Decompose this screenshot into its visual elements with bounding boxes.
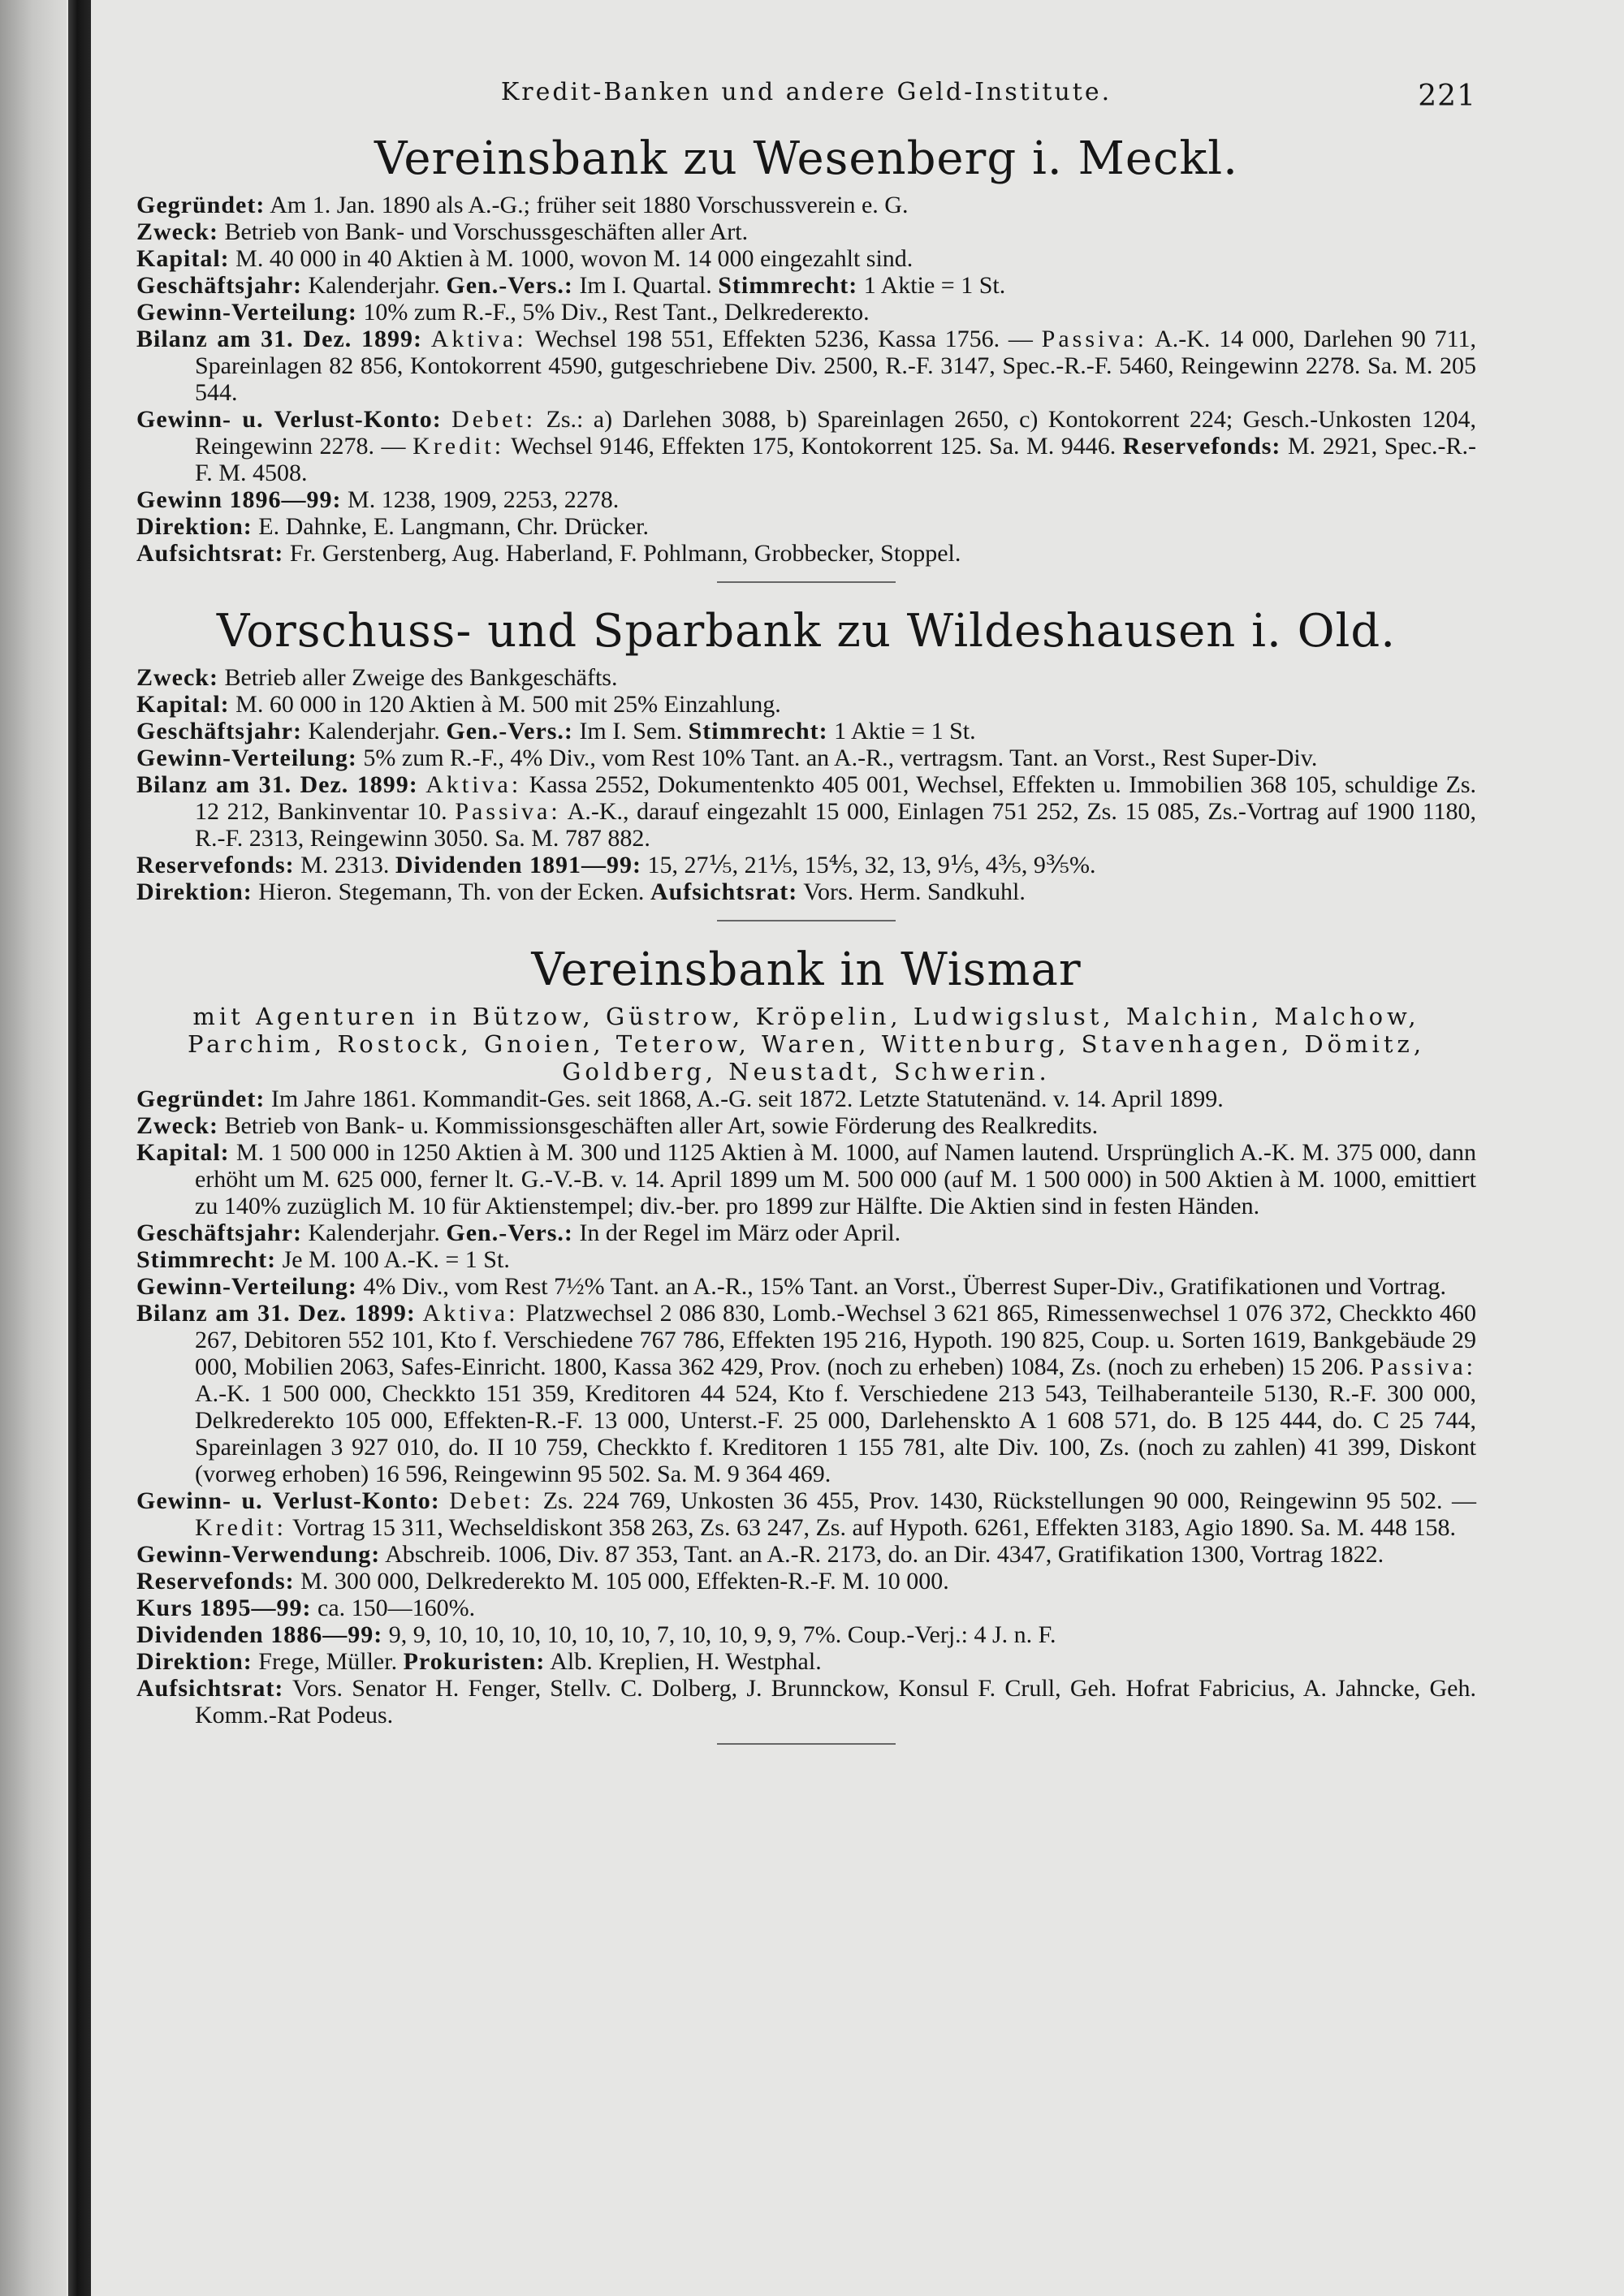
entry-label: Prokuristen: bbox=[403, 1648, 546, 1675]
entry-text: Im I. Quartal. bbox=[579, 272, 712, 299]
entry-spaced-term: Aktiva: bbox=[422, 1300, 519, 1327]
entry-paragraph bbox=[136, 1246, 1476, 1273]
entry-label: Stimmrecht: bbox=[718, 272, 858, 299]
entry-spaced-term: Kredit: bbox=[195, 1514, 287, 1541]
entry-label: Reservefonds: bbox=[1122, 433, 1281, 460]
entry-label: Reservefonds: bbox=[136, 852, 295, 878]
entry-text: M. 40 000 in 40 Aktien à M. 1000, wovon M. 14 000 eingezahlt sind. bbox=[235, 245, 914, 272]
entry-spaced-term: Kredit: bbox=[412, 433, 505, 460]
entry-label: Gewinn-Verteilung: bbox=[136, 744, 357, 771]
entry-list bbox=[136, 192, 1476, 567]
entry-text: Im I. Sem. bbox=[579, 718, 683, 744]
entry-paragraph bbox=[136, 718, 1476, 744]
entry-text: 1 Aktie = 1 St. bbox=[834, 718, 976, 744]
entry-spaced-term: Passiva: bbox=[455, 798, 561, 825]
entry-text: Wechsel 9146, Effekten 175, Kontokorrent 125. Sa. M. 9446. bbox=[511, 433, 1116, 460]
entry-paragraph bbox=[136, 1300, 1476, 1487]
entry-label: Reservefonds: bbox=[136, 1568, 295, 1595]
entry-paragraph bbox=[136, 771, 1476, 852]
entry-paragraph bbox=[136, 664, 1476, 691]
entry-label: Gewinn 1896—99: bbox=[136, 486, 342, 513]
entry-paragraph bbox=[136, 1273, 1476, 1300]
entry-text: Hieron. Stegemann, Th. von der Ecken. bbox=[258, 878, 645, 905]
entry-text: Fr. Gerstenberg, Aug. Haberland, F. Pohlmann, Grobbecker, Stoppel. bbox=[289, 540, 961, 567]
page-margin-shadow bbox=[0, 0, 67, 2296]
entry-label: Aufsichtsrat: bbox=[136, 540, 284, 567]
entry-text: M. 2921, Spec.-R.-F. M. 4508. bbox=[195, 433, 1477, 486]
entry-paragraph bbox=[136, 1219, 1476, 1246]
entry-label: Dividenden 1891—99: bbox=[395, 852, 642, 878]
entry-text: 15, 27⅕, 21⅕, 15⅘, 32, 13, 9⅕, 4⅗, 9⅗%. bbox=[647, 852, 1096, 878]
entry-text: M. 60 000 in 120 Aktien à M. 500 mit 25% Einzahlung. bbox=[235, 691, 781, 718]
entry-label: Geschäftsjahr: bbox=[136, 1219, 302, 1246]
entry-text: M. 1238, 1909, 2253, 2278. bbox=[348, 486, 620, 513]
entry-text: A.-K., darauf eingezahlt 15 000, Einlagen 751 252, Zs. 15 085, Zs.-Vortrag auf 1900 1180, R.-F. 2313, Reingewinn 3050. Sa. M. 787 882. bbox=[195, 798, 1476, 852]
entry-text: ca. 150—160%. bbox=[317, 1595, 476, 1621]
entry-spaced-term: Passiva: bbox=[1370, 1353, 1477, 1380]
entry-label: Stimmrecht: bbox=[688, 718, 828, 744]
entry-text: Zs.: a) Darlehen 3088, b) Spareinlagen 2650, c) Kontokorrent 224; Gesch.-Unkosten 1204, Reingewinn 2278. — bbox=[195, 406, 1476, 460]
entry-text: M. 1 500 000 in 1250 Aktien à M. 300 und 1125 Aktien à M. 1000, auf Namen lautend. Ursprünglich A.-K. M. 375 000, dann erhöht um M. 625 000, ferner lt. G.-V.-B. v. 14. April 1899 um M. 500 000 (auf M. 1 500 000) in 500 Aktien à M. 1000, emittiert zu 140% zuzüglich M. 10 für Aktienstempel; div.-ber. pro 1899 zur Hälfte. Die Aktien sind in festen Händen. bbox=[195, 1139, 1476, 1219]
entry-text: A.-K. 1 500 000, Checkkto 151 359, Kreditoren 44 524, Kto f. Verschiedene 213 543, Teilhaberanteile 5130, R.-F. 300 000, Delkrederekto 105 000, Effekten-R.-F. 13 000, Unterst.-F. 25 000, Darlehenskto A 1 608 571, do. B 125 444, do. C 25 744, Spareinlagen 3 927 010, do. II 10 759, Checkkto f. Kreditoren 1 155 781, alte Div. 100, Zs. (noch zu zahlen) 41 399, Diskont (vorweg erhoben) 16 596, Reingewinn 95 502. Sa. M. 9 364 469. bbox=[195, 1380, 1476, 1487]
entry-paragraph bbox=[136, 1541, 1476, 1568]
entry-label: Bilanz am 31. Dez. 1899: bbox=[136, 1300, 416, 1327]
entry-label: Gewinn- u. Verlust-Konto: bbox=[136, 1487, 440, 1514]
entry-label: Direktion: bbox=[136, 1648, 253, 1675]
entry-paragraph bbox=[136, 540, 1476, 567]
entry-paragraph bbox=[136, 299, 1476, 326]
entry-text: 4% Div., vom Rest 7½% Tant. an A.-R., 15% Tant. an Vorst., Überrest Super-Div., Gratifikationen und Vortrag. bbox=[363, 1273, 1447, 1300]
entry-text: A.-K. 14 000, Darlehen 90 711, Spareinlagen 82 856, Kontokorrent 4590, gutgeschriebene Div. 2500, R.-F. 3147, Spec.-R.-F. 5460, Reingewinn 2278. Sa. M. 205 544. bbox=[195, 326, 1476, 406]
entry-text: In der Regel im März oder April. bbox=[579, 1219, 901, 1246]
entry-paragraph bbox=[136, 1487, 1476, 1541]
entry-text: Zs. 224 769, Unkosten 36 455, Prov. 1430, Rückstellungen 90 000, Reingewinn 95 502. — bbox=[542, 1487, 1477, 1514]
entry-paragraph bbox=[136, 245, 1476, 272]
running-head bbox=[136, 78, 1476, 127]
entry-text: Betrieb aller Zweige des Bankgeschäfts. bbox=[224, 664, 618, 691]
entry-text: Im Jahre 1861. Kommandit-Ges. seit 1868, A.-G. seit 1872. Letzte Statutenänd. v. 14. April 1899. bbox=[270, 1085, 1224, 1112]
entry-label: Zweck: bbox=[136, 664, 218, 691]
entry-paragraph bbox=[136, 218, 1476, 245]
entry-paragraph bbox=[136, 691, 1476, 718]
entry-text: 10% zum R.-F., 5% Div., Rest Tant., Delkredereкto. bbox=[363, 299, 870, 326]
entry-label: Direktion: bbox=[136, 878, 253, 905]
entry-text: Abschreib. 1006, Div. 87 353, Tant. an A.-R. 2173, do. an Dir. 4347, Gratifikation 1300, Vortrag 1822. bbox=[385, 1541, 1384, 1568]
bank-section-wildeshausen bbox=[136, 599, 1476, 905]
entry-spaced-term: Aktiva: bbox=[430, 326, 527, 352]
entry-paragraph bbox=[136, 1595, 1476, 1621]
entry-text: Je M. 100 A.-K. = 1 St. bbox=[282, 1246, 510, 1273]
entry-label: Gen.-Vers.: bbox=[446, 718, 573, 744]
entry-spaced-term: Aktiva: bbox=[425, 771, 522, 798]
entry-label: Gewinn-Verwendung: bbox=[136, 1541, 381, 1568]
section-divider bbox=[717, 920, 896, 921]
entry-text: Vors. Herm. Sandkuhl. bbox=[803, 878, 1026, 905]
entry-label: Kurs 1895—99: bbox=[136, 1595, 312, 1621]
entry-spaced-term: Debet: bbox=[451, 406, 537, 433]
entry-text: Frege, Müller. bbox=[258, 1648, 398, 1675]
entry-list bbox=[136, 664, 1476, 905]
page-number: 221 bbox=[1418, 80, 1476, 113]
entry-paragraph bbox=[136, 1085, 1476, 1112]
entry-paragraph bbox=[136, 326, 1476, 406]
book-spine bbox=[68, 0, 91, 2296]
entry-label: Gen.-Vers.: bbox=[446, 1219, 573, 1246]
entry-label: Zweck: bbox=[136, 1112, 218, 1139]
entry-paragraph bbox=[136, 1568, 1476, 1595]
entry-paragraph bbox=[136, 486, 1476, 513]
entry-text: M. 300 000, Delkrederekto M. 105 000, Effekten-R.-F. M. 10 000. bbox=[300, 1568, 949, 1595]
entry-paragraph bbox=[136, 1139, 1476, 1219]
entry-text: M. 2313. bbox=[300, 852, 390, 878]
entry-paragraph bbox=[136, 1621, 1476, 1648]
bank-title: Vorschuss- und Sparbank zu Wildeshausen i. Old. bbox=[216, 605, 1397, 658]
entry-label: Gegründet: bbox=[136, 192, 266, 218]
entry-paragraph bbox=[136, 1112, 1476, 1139]
entry-label: Kapital: bbox=[136, 245, 230, 272]
entry-text: 5% zum R.-F., 4% Div., vom Rest 10% Tant. an A.-R., vertragsm. Tant. an Vorst., Rest Super-Div. bbox=[363, 744, 1318, 771]
entry-spaced-term: Passiva: bbox=[1041, 326, 1147, 352]
running-head-title: Kredit-Banken und andere Geld-Institute. bbox=[500, 78, 1112, 106]
entry-label: Aufsichtsrat: bbox=[136, 1675, 284, 1702]
entry-text: Alb. Kreplien, H. Westphal. bbox=[550, 1648, 822, 1675]
entry-text: 9, 9, 10, 10, 10, 10, 10, 10, 7, 10, 10, 9, 9, 7%. Coup.-Verj.: 4 J. n. F. bbox=[388, 1621, 1056, 1648]
entry-paragraph bbox=[136, 878, 1476, 905]
entry-text: Kalenderjahr. bbox=[308, 272, 440, 299]
entry-text: Vortrag 15 311, Wechseldiskont 358 263, Zs. 63 247, Zs. auf Hypoth. 6261, Effekten 3183, Agio 1890. Sa. M. 448 158. bbox=[292, 1514, 1456, 1541]
entry-paragraph bbox=[136, 1648, 1476, 1675]
entry-label: Geschäftsjahr: bbox=[136, 272, 302, 299]
entry-paragraph bbox=[136, 852, 1476, 878]
entry-paragraph bbox=[136, 272, 1476, 299]
bank-section-wesenberg bbox=[136, 127, 1476, 567]
entry-text: Am 1. Jan. 1890 als A.-G.; früher seit 1880 Vorschussverein e. G. bbox=[270, 192, 909, 218]
section-divider bbox=[717, 1743, 896, 1745]
entry-label: Geschäftsjahr: bbox=[136, 718, 302, 744]
entry-text: Platzwechsel 2 086 830, Lomb.-Wechsel 3 621 865, Rimessenwechsel 1 076 372, Checkkto 460 267, Debitoren 552 101, Kto f. Verschiedene 767 786, Effekten 195 216, Hypoth. 190 825, Coup. u. Sorten 1619, Bankgebäude 29 000, Mobilien 2063, Safes-Einricht. 1800, Kassa 362 429, Prov. (noch zu erheben) 1084, Zs. (noch zu erheben) 15 206. bbox=[195, 1300, 1476, 1380]
entry-label: Dividenden 1886—99: bbox=[136, 1621, 383, 1648]
entry-list bbox=[136, 1085, 1476, 1728]
entry-paragraph bbox=[136, 406, 1476, 486]
entry-label: Gewinn- u. Verlust-Konto: bbox=[136, 406, 442, 433]
bank-section-wismar bbox=[136, 938, 1476, 1728]
entry-label: Bilanz am 31. Dez. 1899: bbox=[136, 326, 422, 352]
bank-title: Vereinsbank in Wismar bbox=[531, 943, 1082, 996]
entry-paragraph bbox=[136, 1675, 1476, 1728]
entry-text: E. Dahnke, E. Langmann, Chr. Drücker. bbox=[258, 513, 649, 540]
entry-text: Wechsel 198 551, Effekten 5236, Kassa 1756. — bbox=[534, 326, 1033, 352]
document-page bbox=[136, 78, 1476, 1761]
entry-text: Kalenderjahr. bbox=[308, 1219, 440, 1246]
entry-spaced-term: Debet: bbox=[449, 1487, 534, 1514]
entry-label: Gewinn-Verteilung: bbox=[136, 299, 357, 326]
entry-text: Betrieb von Bank- u. Kommissionsgeschäften aller Art, sowie Förderung des Realkredits. bbox=[224, 1112, 1099, 1139]
entry-paragraph bbox=[136, 513, 1476, 540]
entry-text: 1 Aktie = 1 St. bbox=[863, 272, 1006, 299]
entry-text: Kassa 2552, Dokumentenkto 405 001, Wechsel, Effekten u. Immobilien 368 105, schuldige Zs. 12 212, Bankinventar 10. bbox=[195, 771, 1476, 825]
entry-label: Gewinn-Verteilung: bbox=[136, 1273, 357, 1300]
entry-text: Betrieb von Bank- und Vorschussgeschäften aller Art. bbox=[224, 218, 749, 245]
bank-title: Vereinsbank zu Wesenberg i. Meckl. bbox=[374, 132, 1238, 185]
entry-label: Stimmrecht: bbox=[136, 1246, 277, 1273]
section-divider bbox=[717, 581, 896, 583]
bank-subtitle: mit Agenturen in Bützow, Güstrow, Kröpelin, Ludwigslust, Malchin, Malchow, Parchim, Rostock, Gnoien, Teterow, Waren, Wittenburg, Stavenhagen, Dömitz, Goldberg, Neustadt, Schwerin. bbox=[187, 1003, 1426, 1085]
entry-paragraph bbox=[136, 192, 1476, 218]
entry-paragraph bbox=[136, 744, 1476, 771]
entry-label: Kapital: bbox=[136, 1139, 230, 1166]
entry-text: Vors. Senator H. Fenger, Stellv. C. Dolberg, J. Brunnckow, Konsul F. Crull, Geh. Hofrat Fabricius, A. Jahncke, Geh. Komm.-Rat Podeus. bbox=[195, 1675, 1477, 1728]
entry-label: Direktion: bbox=[136, 513, 253, 540]
entry-text: Kalenderjahr. bbox=[308, 718, 440, 744]
entry-label: Bilanz am 31. Dez. 1899: bbox=[136, 771, 418, 798]
entry-label: Aufsichtsrat: bbox=[650, 878, 798, 905]
entry-label: Gegründet: bbox=[136, 1085, 266, 1112]
entry-label: Kapital: bbox=[136, 691, 230, 718]
entry-label: Gen.-Vers.: bbox=[446, 272, 573, 299]
entry-label: Zweck: bbox=[136, 218, 218, 245]
